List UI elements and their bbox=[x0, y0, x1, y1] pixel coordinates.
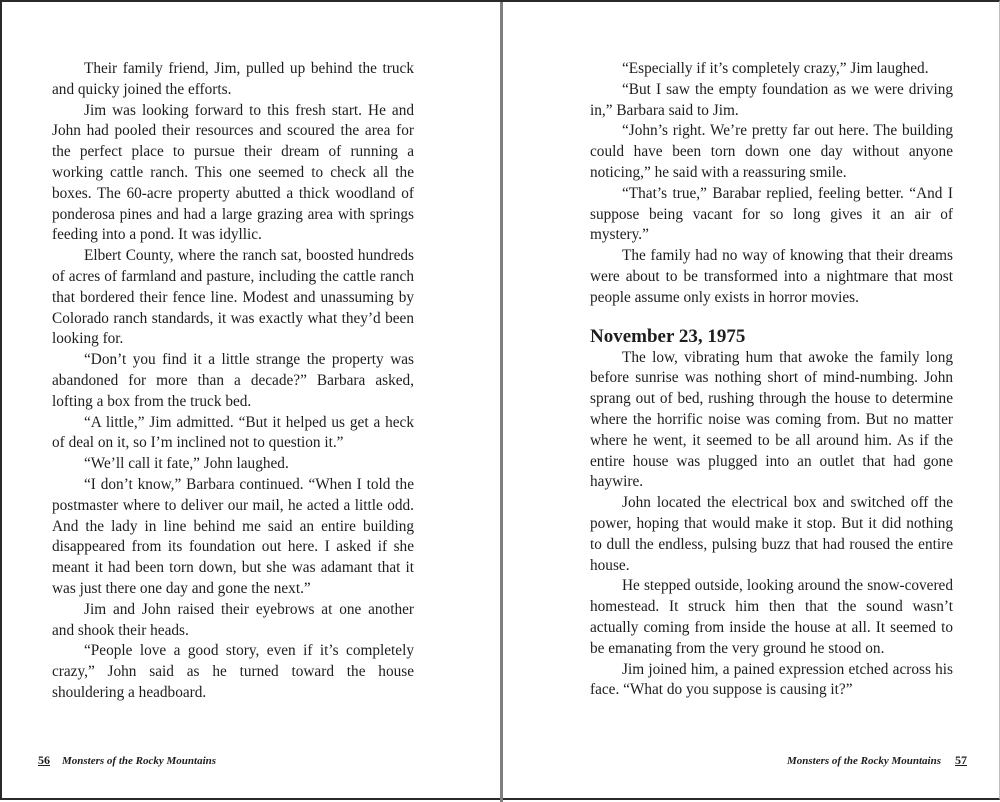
running-title: Monsters of the Rocky Mountains bbox=[786, 755, 941, 767]
paragraph: Elbert County, where the ranch sat, boosted hundreds of acres of farmland and pasture, including the cattle ranch that bordered their fence line. Modest and unassuming by Colorado ranch standards, it was exactly what they’d been looking for. bbox=[52, 247, 414, 348]
right-page bbox=[503, 2, 1000, 802]
left-page-footer bbox=[38, 753, 216, 768]
paragraph: “People love a good story, even if it’s completely crazy,” John said as he turned toward the house shouldering a headboard. bbox=[52, 642, 414, 701]
paragraph: Their family friend, Jim, pulled up behind the truck and quicky joined the efforts. bbox=[52, 60, 414, 98]
paragraph: Jim joined him, a pained expression etched across his face. “What do you suppose is causing it?” bbox=[590, 660, 953, 699]
left-page bbox=[2, 2, 500, 802]
paragraph: “John’s right. We’re pretty far out here. The building could have been torn down one day without anyone noticing,” he said with a reassuring smile. bbox=[590, 122, 953, 181]
section-heading: November 23, 1975 bbox=[590, 325, 746, 347]
paragraph: “But I saw the empty foundation as we were driving in,” Barbara said to Jim. bbox=[590, 80, 953, 119]
page-number: 57 bbox=[955, 753, 967, 767]
right-page-footer bbox=[787, 753, 967, 768]
paragraph: The low, vibrating hum that awoke the family long before sunrise was nothing short of mind-numbing. John sprang out of bed, rushing through the house to determine where the horrific noise was coming from. But no matter where he went, it seemed to be all around him. As if the entire house was plugged into an outlet that had gone haywire. bbox=[590, 348, 953, 491]
paragraph: “Don’t you find it a little strange the property was abandoned for more than a decade?” Barbara asked, lofting a box from the truck bed. bbox=[52, 351, 414, 410]
paragraph: Jim was looking forward to this fresh start. He and John had pooled their resources and scoured the area for the perfect place to pursue their dream of running a working cattle ranch. This one seemed to check all the boxes. The 60-acre property abutted a thick woodland of ponderosa pines and had a large grazing area with springs feeding into a pond. It was idyllic. bbox=[52, 101, 414, 244]
paragraph: The family had no way of knowing that their dreams were about to be transformed into a nightmare that most people assume only exists in horror movies. bbox=[590, 247, 953, 306]
paragraph: “A little,” Jim admitted. “But it helped us get a heck of deal on it, so I’m inclined not to question it.” bbox=[52, 413, 414, 452]
paragraph: He stepped outside, looking around the snow-covered homestead. It struck him then that the sound wasn’t actually coming from inside the house at all. It seemed to be emanating from the very ground he stood on. bbox=[590, 577, 953, 657]
right-page-body bbox=[590, 59, 953, 701]
running-title: Monsters of the Rocky Mountains bbox=[62, 755, 217, 767]
paragraph: John located the electrical box and switched off the power, hoping that would make it stop. But it did nothing to dull the endless, pulsing buzz that had roused the entire house. bbox=[590, 494, 953, 574]
paragraph: “Especially if it’s completely crazy,” Jim laughed. bbox=[622, 60, 929, 77]
paragraph: “That’s true,” Barabar replied, feeling better. “And I suppose being vacant for so long gives it an air of mystery.” bbox=[590, 184, 953, 244]
left-page-body bbox=[52, 59, 414, 704]
paragraph: Jim and John raised their eyebrows at one another and shook their heads. bbox=[52, 600, 414, 639]
paragraph: “We’ll call it fate,” John laughed. bbox=[84, 455, 289, 473]
paragraph: “I don’t know,” Barbara continued. “When I told the postmaster where to deliver our mail, he acted a little odd. And the lady in line behind me said an entire building disappeared from its foundation out here. I asked if she meant it had been torn down, but she was adamant that it was just there one day and gone the next.” bbox=[52, 475, 414, 597]
page-number: 56 bbox=[38, 753, 50, 767]
